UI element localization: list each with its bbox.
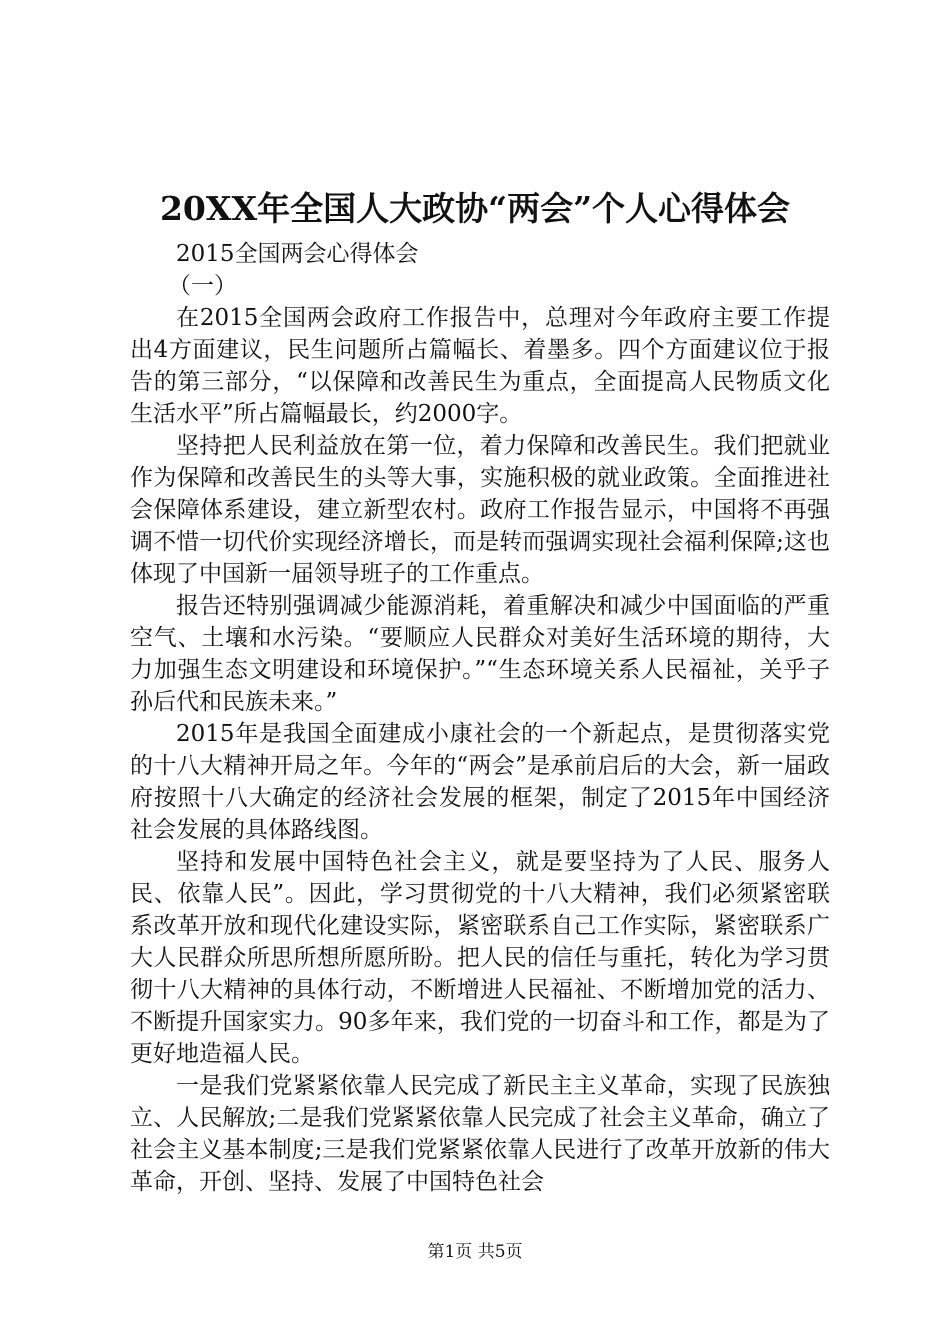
section-number: （一）	[168, 273, 237, 299]
paragraph-5: 坚持和发展中国特色社会主义，就是要坚持为了人民、服务人民、依靠人民”。因此，学习贯彻党的十八大精神，我们必须紧密联系改革开放和现代化建设实际，紧密联系自己工作实际，紧密联系广大人民群众所思所想所愿所盼。把人民的信任与重托，转化为学习贯彻十八大精神的具体行动，不断增进人民福祉、不断增加党的活力、不断提升国家实力。90多年来，我们党的一切奋斗和工作，都是为了更好地造福人民。	[130, 849, 830, 1067]
paragraph-2: 坚持把人民利益放在第一位，着力保障和改善民生。我们把就业作为保障和改善民生的头等大事，实施积极的就业政策。全面推进社会保障体系建设，建立新型农村。政府工作报告显示，中国将不再强调不惜一切代价实现经济增长，而是转而强调实现社会福利保障;这也体现了中国新一届领导班子的工作重点。	[130, 433, 830, 587]
document-subtitle: 2015全国两会心得体会	[176, 241, 419, 267]
document-body	[130, 238, 830, 1198]
document-title: 20XX年全国人大政协“两会”个人心得体会	[159, 189, 791, 228]
paragraph-6: 一是我们党紧紧依靠人民完成了新民主主义革命，实现了民族独立、人民解放;二是我们党紧紧依靠人民完成了社会主义革命，确立了社会主义基本制度;三是我们党紧紧依靠人民进行了改革开放新的伟大革命，开创、坚持、发展了中国特色社会	[130, 1073, 830, 1195]
paragraph-4: 2015年是我国全面建成小康社会的一个新起点，是贯彻落实党的十八大精神开局之年。今年的“两会”是承前启后的大会，新一届政府按照十八大确定的经济社会发展的框架，制定了2015年中国经济社会发展的具体路线图。	[130, 721, 830, 843]
page-footer: 第1页 共5页	[427, 1242, 523, 1262]
paragraph-1: 在2015全国两会政府工作报告中，总理对今年政府主要工作提出4方面建议，民生问题所占篇幅长、着墨多。四个方面建议位于报告的第三部分，“以保障和改善民生为重点，全面提高人民物质文化生活水平”所占篇幅最长，约2000字。	[130, 305, 830, 427]
paragraph-3: 报告还特别强调减少能源消耗，着重解决和减少中国面临的严重空气、土壤和水污染。“要顺应人民群众对美好生活环境的期待，大力加强生态文明建设和环境保护。”“生态环境关系人民福祉，关乎子孙后代和民族未来。”	[130, 593, 830, 715]
